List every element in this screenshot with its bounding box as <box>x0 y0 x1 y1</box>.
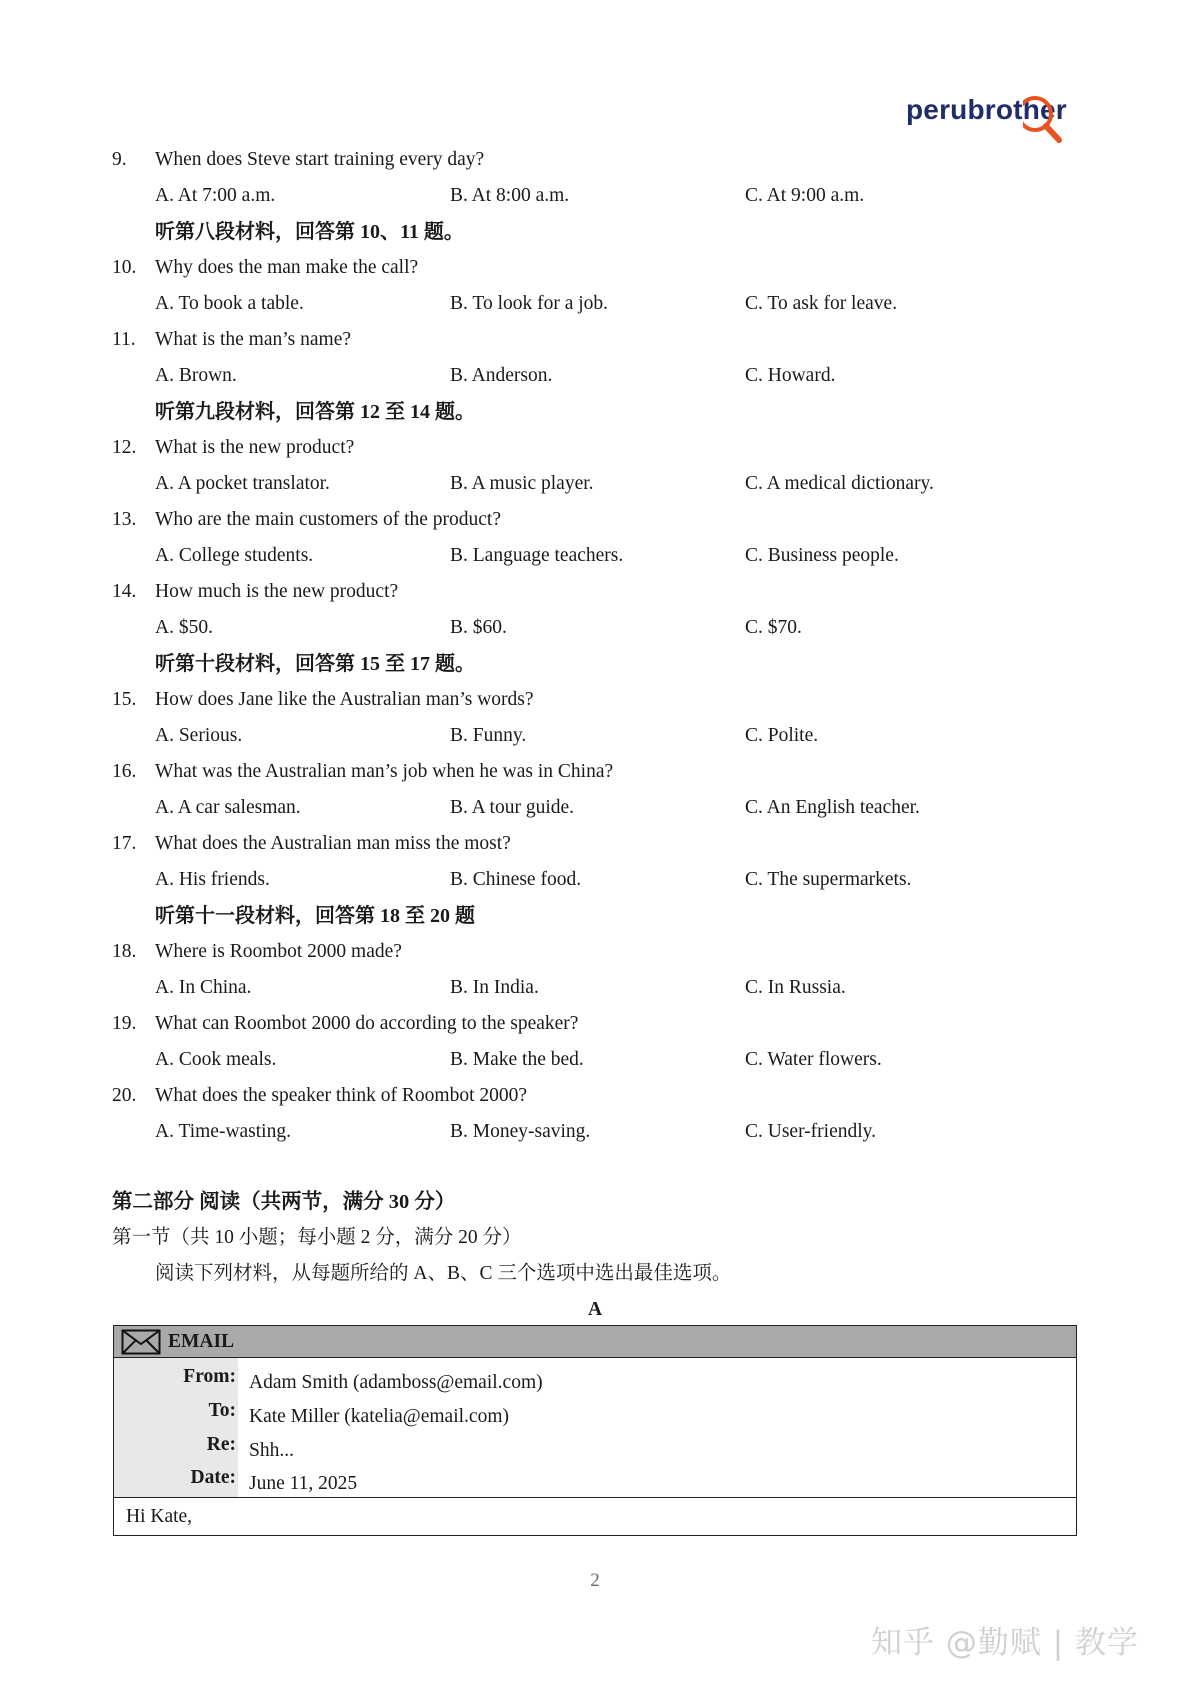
question-number: 20. <box>112 1085 137 1106</box>
section-heading: 听第十段材料，回答第 15 至 17 题。 <box>155 653 475 675</box>
email-divider <box>114 1497 1076 1498</box>
to-value: Kate Miller (katelia@email.com) <box>249 1406 509 1427</box>
from-value: Adam Smith (adamboss@email.com) <box>249 1372 543 1393</box>
section-heading: 听第八段材料，回答第 10、11 题。 <box>155 221 464 243</box>
question-text: How does Jane like the Australian man’s words? <box>155 689 534 710</box>
option-a: A. His friends. <box>155 869 270 890</box>
option-a: A. To book a table. <box>155 293 304 314</box>
option-a: A. In China. <box>155 977 252 998</box>
option-b: B. In India. <box>450 977 539 998</box>
from-label: From: <box>183 1366 236 1387</box>
magnifier-icon <box>1023 92 1063 152</box>
section-heading: 听第十一段材料，回答第 18 至 20 题 <box>155 905 475 927</box>
option-b: B. Anderson. <box>450 365 553 386</box>
question-number: 9. <box>112 149 127 170</box>
envelope-icon <box>121 1329 161 1355</box>
watermark: 知乎 @勤赋 | 教学 <box>871 1625 1140 1661</box>
option-c: C. A medical dictionary. <box>745 473 934 494</box>
option-c: C. Water flowers. <box>745 1049 882 1070</box>
option-a: A. College students. <box>155 545 314 566</box>
option-c: C. Howard. <box>745 365 836 386</box>
option-b: B. Chinese food. <box>450 869 582 890</box>
question-text: Where is Roombot 2000 made? <box>155 941 402 962</box>
option-a: A. At 7:00 a.m. <box>155 185 276 206</box>
question-text: How much is the new product? <box>155 581 399 602</box>
option-a: A. Cook meals. <box>155 1049 277 1070</box>
question-number: 16. <box>112 761 137 782</box>
question-number: 15. <box>112 689 137 710</box>
option-b: B. $60. <box>450 617 507 638</box>
option-c: C. To ask for leave. <box>745 293 898 314</box>
date-label: Date: <box>190 1467 236 1488</box>
option-a: A. $50. <box>155 617 213 638</box>
question-number: 10. <box>112 257 137 278</box>
email-greeting: Hi Kate, <box>126 1506 193 1527</box>
option-a: A. A pocket translator. <box>155 473 330 494</box>
option-b: B. Language teachers. <box>450 545 624 566</box>
date-value: June 11, 2025 <box>249 1473 358 1494</box>
option-a: A. A car salesman. <box>155 797 301 818</box>
question-text: What was the Australian man’s job when he was in China? <box>155 761 614 782</box>
option-c: C. An English teacher. <box>745 797 920 818</box>
question-number: 11. <box>112 329 136 350</box>
option-b: B. A tour guide. <box>450 797 575 818</box>
option-c: C. The supermarkets. <box>745 869 912 890</box>
question-text: Why does the man make the call? <box>155 257 419 278</box>
question-text: What is the man’s name? <box>155 329 352 350</box>
section-subtitle: 第一节（共 10 小题；每小题 2 分，满分 20 分） <box>112 1227 522 1248</box>
option-c: C. Polite. <box>745 725 819 746</box>
question-number: 14. <box>112 581 137 602</box>
option-b: B. Money-saving. <box>450 1121 591 1142</box>
question-text: What does the speaker think of Roombot 2000? <box>155 1085 528 1106</box>
page-number: 2 <box>590 1570 600 1591</box>
question-number: 19. <box>112 1013 137 1034</box>
option-a: A. Serious. <box>155 725 243 746</box>
question-number: 18. <box>112 941 137 962</box>
option-c: C. $70. <box>745 617 802 638</box>
question-text: What can Roombot 2000 do according to the speaker? <box>155 1013 579 1034</box>
option-a: A. Brown. <box>155 365 237 386</box>
question-text: What does the Australian man miss the most? <box>155 833 511 854</box>
email-header <box>114 1326 1076 1358</box>
re-value: Shh... <box>249 1440 294 1461</box>
email-header-label: EMAIL <box>168 1331 235 1352</box>
option-c: C. Business people. <box>745 545 899 566</box>
question-number: 13. <box>112 509 137 530</box>
question-text: Who are the main customers of the product? <box>155 509 502 530</box>
passage-label: A <box>587 1299 603 1320</box>
section-heading: 听第九段材料，回答第 12 至 14 题。 <box>155 401 475 423</box>
question-number: 12. <box>112 437 137 458</box>
option-a: A. Time-wasting. <box>155 1121 291 1142</box>
section-title: 第二部分 阅读（共两节，满分 30 分） <box>112 1191 456 1213</box>
question-text: When does Steve start training every day? <box>155 149 485 170</box>
option-b: B. At 8:00 a.m. <box>450 185 570 206</box>
question-number: 17. <box>112 833 137 854</box>
option-c: C. At 9:00 a.m. <box>745 185 865 206</box>
option-c: C. In Russia. <box>745 977 846 998</box>
re-label: Re: <box>206 1434 236 1455</box>
option-b: B. Funny. <box>450 725 527 746</box>
perubrother-logo: perubrother <box>906 94 1067 125</box>
option-b: B. A music player. <box>450 473 594 494</box>
option-b: B. To look for a job. <box>450 293 609 314</box>
email-box <box>113 1325 1077 1536</box>
option-b: B. Make the bed. <box>450 1049 584 1070</box>
to-label: To: <box>208 1400 236 1421</box>
question-text: What is the new product? <box>155 437 355 458</box>
section-instruction: 阅读下列材料，从每题所给的 A、B、C 三个选项中选出最佳选项。 <box>155 1263 732 1284</box>
option-c: C. User-friendly. <box>745 1121 877 1142</box>
